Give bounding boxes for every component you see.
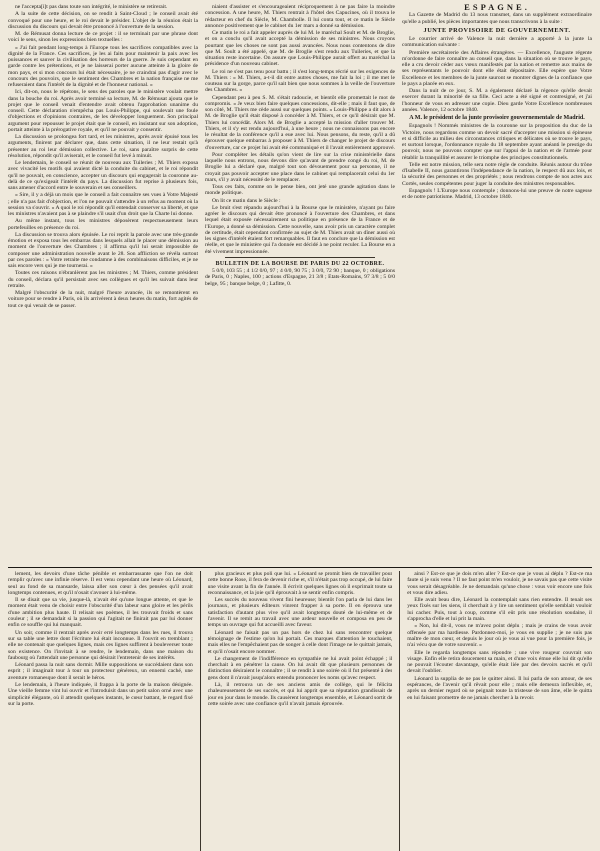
column-espagne [402, 4, 592, 564]
feuilleton-column-2 [208, 571, 393, 851]
divider [225, 257, 375, 258]
junte-heading: JUNTE PROVISOIRE DE GOUVERNEMENT. [423, 26, 571, 34]
paragraph: lement, les devoirs d'une tâche pénible et embarrassante que l'on ne doit remplir qu'avec une infinie réserve. Il est venu cependant une heure où Léonard, seul au fond de sa mansarde, laissa aller son cœur à des pensées qu'il avait longtemps contenues, et qu'il n'osait s'avouer à lui-même. [8, 571, 193, 596]
paragraph: Le roi ne s'est pas tenu pour battu ; il s'est long-temps récrié sur les exigences de M. Thiers : « M. Thiers, a-t-il dit entre autres choses, me fait la loi ; il me met le couteau sur la gorge, parce qu'il sait bien que nous sommes à la veille de l'ouverture des Chambres. » [205, 68, 395, 94]
paragraph: Le lendemain, à l'heure indiquée, il frappa à la porte de la maison désignée. Une vieille femme vint lui ouvrir et l'introduisit dans un petit salon orné avec une simplicité élégante, où il attendit quelques instants, le cœur battant, le regard fixé sur la porte. [8, 682, 193, 707]
paragraph: Le lendemain, le conseil se réunit de nouveau aux Tuileries ; M. Thiers exposa avec vivacité les motifs qui avaient dicté la conduite du cabinet, et le roi répondit qu'il ne pouvait, en conscience, accepter un discours qui engagerait la couronne au-delà de ce qu'exigeait l'intérêt du pays. La discussion fut reprise à plusieurs fois, sans amener d'accord entre le souverain et ses conseillers. [8, 160, 198, 191]
feuilleton-divider [8, 567, 592, 568]
news-section [8, 4, 592, 564]
paragraph: Léonard ne faisait pas un pas hors de chez lui sans rencontrer quelque témoignage de l'estime qu'on lui portait. Ces marques d'attention le touchaient, mais elles ne l'empêchaient pas de songer à celle dont l'image ne le quittait jamais, et qu'il n'osait encore nommer. [207, 629, 393, 655]
paragraph: Malgré l'obscurité de la nuit, malgré l'heure avancée, ils se remontèrent en voiture pour se rendre à Paris, où ils arrivèrent à deux heures du matin, fort agités de tout ce qui venait de se passer. [8, 290, 198, 309]
paragraph: Ce matin le roi a fait appeler auprès de lui M. le maréchal Soult et M. de Broglie, et on a conclu qu'il avait accepté la démission de ses ministres. Nous croyons pourtant que les choses ne sont pas aussi avancées. Nous nous contentons de dire que M. Soult a été appelé, que M. de Broglie s'est rendu aux Tuileries, et que la situation reste incertaine. On assure que Louis-Philippe aurait offert au maréchal la présidence d'un nouveau cabinet. [205, 30, 395, 68]
column-politics-2 [205, 4, 395, 564]
paragraph: Léonard la supplia de ne pas le quitter ainsi. Il lui parla de son amour, de ses espérances, de l'avenir qu'il rêvait pour elle ; mais elle demeura inflexible, et, après un dernier regard où se peignait toute la tristesse de son âme, elle le quitta en lui faisant promettre de ne jamais chercher à la revoir. [407, 675, 592, 701]
feuilleton-column-1 [8, 571, 193, 851]
section-title: ESPAGNE. [464, 4, 530, 12]
paragraph: Cependant peu à peu S. M. s'était radoucie, et bientôt elle promettait le mot de compromis. « Je veux bien faire quelques concessions, dit-elle ; mais il faut que, de son côté, M. Thiers me cède aussi sur quelques points. » Louis-Philippe a dit alors à M. de Broglie qu'il était disposé à concéder à M. Thiers, et ce qu'il désirait que M. Thiers lui concédât. Alors M. de Broglie a accepté la mission d'aller trouver M. Thiers, et il s'y est rendu aujourd'hui, à une heure ; nous ne connaissons pas encore le résultat de la conférence qu'il a eue avec lui. Nous pensons, du reste, qu'il a dû éprouver quelque embarras à proposer à M. Thiers de changer le projet de discours d'ouverture, car ce projet lui avait été communiqué et il l'avait entièrement approuvé. [205, 94, 395, 151]
paragraph: Le courrier arrivé de Valence la nuit dernière a apporté à la junte la communication suivante : [402, 36, 592, 49]
paragraph: On lit ce matin dans le Siècle : [212, 197, 281, 204]
paragraph: ainsi ? Est-ce que je dois m'en aller ? Est-ce que je vous ai déplu ? Est-ce ma faute si je suis venu ? Il ne faut point m'en vouloir, je ne savais pas que cette visite vous serait désagréable. Je ne demandais qu'une chose : vous voir encore une fois et vous dire adieu. [407, 571, 592, 596]
paragraph: Léonard passa la nuit sans dormir. Mille suppositions se succédaient dans son esprit ; il imaginait tour à tour un protecteur généreux, un ennemi caché, une aventure romanesque dont il serait le héros. [8, 662, 193, 681]
paragraph: M. de Rémusat donna lecture de ce projet : il se terminait par une phrase dont voici le sens, sinon les expressions bien textuelles : [8, 31, 198, 44]
paragraph: Un soir, comme il rentrait après avoir erré longtemps dans les rues, il trouva sur sa table une lettre dont l'écriture lui était inconnue. Il l'ouvrit en tremblant ; elle ne contenait que quelques lignes, mais ces lignes suffirent à bouleverser toute son existence. On l'invitait à se rendre, le lendemain, dans une maison du faubourg où l'attendait une personne qui désirait l'entretenir de ses intérêts. [8, 629, 193, 661]
column-politics-1 [8, 4, 198, 564]
paragraph: Première secrétairerie des Affaires étrangères. — Excellence, l'auguste régente m'ordonne de faire connaître au conseil que, dans la situation où se trouve le pays, elle a cru devoir céder aux vœux manifestés par la nation et remettre aux mains de ses représentants le pouvoir dont elle était dépositaire. Elle espère que Votre Excellence et les membres de la junte sauront se montrer dignes de la confiance que le pays a placée en eux. [402, 49, 592, 87]
paragraph: Toutes ces raisons n'ébranlèrent pas les ministres ; M. Thiers, comme président du conseil, déclara qu'il persistait avec ses collègues et qu'il les suivait dans leur retraite. [8, 270, 198, 289]
paragraph: Au même instant, tous les ministres déposèrent respectueusement leurs portefeuilles en présence du roi. [8, 218, 198, 231]
feuilleton-section [8, 571, 592, 851]
paragraph: Le changement de l'indifférence en sympathie ne lui avait point échappé ; il cherchait à en pénétrer la cause. On lui avait dit que plusieurs personnes de distinction désiraient le connaître ; il se rendit à une soirée où il fut présenté à des gens dont il n'avait jusqu'alors entendu prononcer les noms qu'avec respect. [207, 655, 393, 681]
column-rule [200, 571, 201, 851]
paragraph: Pour compléter les détails qu'on vient de lire sur la crise ministérielle dans laquelle nous entrons, nous devons dire qu'avant de prendre congé du roi, M. de Broglie lui a déclaré que, malgré tout son dévouement pour sa personne, il ne croyait pas pouvoir accepter une place dans le cabinet qui remplacerait celui du 1er mars, s'il y avait nécessité de le remplacer. [205, 151, 395, 183]
bourse-bulletin-text: 5 0/0, 103 55 ; 4 1/2 0/0, 97 ; 4 0/0, 90 75 ; 3 0/0, 72 90 ; banque, 0 ; obligations de Paris, 0 ; Naples, 100 ; actions d'Espagne, 21 3/8 ; Etats-Romains, 97 3/8 ; 5 0/0 belge, 95 ; banque belge, 0 ; Lafitte, 0. [205, 268, 395, 287]
paragraph: Elle le regarda longtemps sans répondre ; une vive rougeur couvrait son visage. Enfin elle retira doucement sa main, et d'une voix émue elle lui dit qu'elle ne pouvait l'écouter davantage, qu'elle était liée par des devoirs sacrés et qu'il devait l'oublier. [407, 649, 592, 675]
feuilleton-column-3 [407, 571, 592, 851]
paragraph: Le bruit s'est répandu aujourd'hui à la Bourse que le ministère, n'ayant pu faire agréer le discours qui devait être prononcé à l'ouverture des Chambres, et dans lequel était exposée nécessairement sa politique en présence de la France et de l'Europe, a donné sa démission. Cette nouvelle, sans avoir pris un caractère complet de certitude, était cependant confirmée au sujet de M. Thiers avait un dîner aussi où les signes d'intérêt étaient fort remarquables. Il faut en conclure que la démission est réelle, et que le ministère qui l'a donnée est décidé à ne point reculer. La Bourse en a été vivement impressionnée. [205, 204, 395, 255]
paragraph: Tous ces faits, comme on le pense bien, ont jeté une grande agitation dans le monde politique. [205, 184, 395, 197]
paragraph: « Sire, il y a déjà un mois que le conseil a fait connaître ses vues à Votre Majesté ; elle n'a pas fait d'objection, et l'on ne pouvait s'attendre à un refus au moment où la session va s'ouvrir. » A quoi le roi répondit qu'il entendait conserver sa liberté, et que les ministres n'avaient pas à se plaindre s'il usait d'un droit que la Charte lui donne. [8, 192, 198, 217]
paragraph: niaient d'assister et s'encourageaient réciproquement à ne pas faire la moindre concession. A une heure, M. Thiers rentrait à l'hôtel des Capucines, où il trouva le rédacteur en chef du Siècle, M. Chambolle. Il lui conta tout, et ce matin le Siècle annonce positivement que le cabinet du 1er mars a donné sa démission. [205, 4, 395, 29]
paragraph: Espagnols ! Nommés ministres de la couronne sur la proposition du duc de la Victoire, nous regardons comme un devoir sacré d'accepter une mission si épineuse et si difficile au milieu des circonstances critiques et délicates où se trouve le pays, et surtout lorsque, l'ordonnance royale du 18 septembre ayant anéanti le prestige du pouvoir, nous ne pouvons compter que sur l'appui de la nation et de l'armée pour rétablir la tranquillité et assurer le triomphe des principes constitutionnels. [402, 123, 592, 161]
column-rule [399, 571, 400, 851]
paragraph: « J'ai fait pendant long-temps à l'Europe tous les sacrifices compatibles avec la dignité de la France. Ces sacrifices, je les ai faits pour maintenir la paix avec les puissances et sauver la civilisation des horreurs de la guerre. Je suis cependant en garde contre les prétentions, et je ne laisserai porter aucune atteinte à la gloire de mon pays, et si mon concours lui était nécessaire, je ne craindrai pas d'agir avec le concours des pouvoirs, que le sentiment des Chambres et la nation française ne me refuseraient dans l'intérêt de la dignité et de l'honneur national. » [8, 44, 198, 88]
paragraph: Ici, dit-on, nous le répétons, le sens des paroles que le ministère voulait mettre dans la bouche du roi. Après avoir terminé sa lecture, M. de Rémusat ajouta que le projet que le conseil venait d'entendre avait obtenu l'approbation unanime du conseil. Cette déclaration n'empêcha pas Louis-Philippe, qui soulevait une foule d'objections et d'opinions contraires, de les développer longuement. Son principal argument pour repousser le projet était que le conseil, en insistant sur son adoption, portait atteinte à la prérogative royale, et qu'il ne pouvait y consentir. [8, 89, 198, 133]
paragraph: Les succès du nouveau vivent fini heureuse; bientôt l'on parla de lui dans les journaux, et plusieurs éditeurs vinrent frapper à sa porte. Il en éprouva une satisfaction d'autant plus vive qu'il avait longtemps douté de lui-même et de l'avenir. Il se remit au travail avec une ardeur nouvelle et composa en peu de temps un ouvrage qui fut accueilli avec faveur. [207, 597, 393, 629]
paragraph: Espagnols ! L'Europe nous contemple ; donnons-lui une preuve de notre sagesse et de notre patriotisme. Madrid, 13 octobre 1840. [402, 187, 592, 200]
paragraph: Telle est notre mission, telle sera notre règle de conduite. Réunis autour du trône d'Isabelle II, nous garantirons l'indépendance de la nation, le respect dû aux lois, et la sécurité des personnes et des propriétés ; nous rendrons compte de nos actes aux Cortès, seules compétentes pour juger la conduite des ministres responsables. [402, 161, 592, 187]
address-heading: A M. le président de la junte provisoire gouvernementale de Madrid. [409, 115, 585, 121]
paragraph: La discussion se prolongea fort tard, et les ministres, après avoir épuisé tous les arguments, finirent par déclarer que, dans cette situation, il ne leur restait qu'à présenter au roi leur démission collective. Le roi, sans paraître surpris de cette résolution, répondit qu'il aviserait, et le conseil fut levé à minuit. [8, 134, 198, 159]
bourse-bulletin-title: BULLETIN DE LA BOURSE DE PARIS DU 22 OCTOBRE. [215, 260, 385, 267]
paragraph: Elle avait beau dire, Léonard la contemplait sans rien entendre. Il tenait ses yeux fixés sur les siens, il cherchait à y lire un sentiment qu'elle semblait vouloir lui cacher. Puis, tout à coup, comme s'il eût pris une résolution soudaine, il s'approcha d'elle et lui prit la main. [407, 597, 592, 623]
paragraph: plus gracieux et plus poli que lui. » Léonard se promit bien de travailler pour cette bonne Rose, il fera de devenir riche et, s'il n'était pas trop occupé, de lui faire une visite avant la fin de l'année. Il écrivit quelques lignes où il exprimait toute sa reconnaissance, et la joie qu'il éprouvait à se sentir enfin compris. [207, 571, 393, 596]
paragraph: Dans la nuit de ce jour, S. M. a également déclaré la régence qu'elle devait exercer durant la minorité de sa fille. Ceci acte a été signé et contresigné, et j'ai l'honneur de vous en adresser une copie. Dieu garde Votre Excellence nombreuses années. Valence, 12 octobre 1840. [402, 88, 592, 113]
paragraph: La discussion se trouva alors épuisée. Le roi reprit la parole avec une très-grande émotion et exposa tous les embarras dans lesquels allait le placer une démission au moment de l'ouverture des Chambres ; il affirma qu'il lui serait impossible de composer une administration nouvelle avant le 28. Son affliction se révéla surtout par ces paroles : « Votre retraite me condamne à des combinaisons difficiles, et je ne sais encore vers qui je me tournerai. » [8, 231, 198, 269]
paragraph: Là, il retrouva un de ses anciens amis de collège, qui le félicita chaleureusement de ses succès, et qui lui apprit que sa réputation grandissait de jour en jour dans le monde. Ils causèrent longtemps ensemble, et Léonard sortit de cette soirée avec une confiance qu'il n'avait jamais éprouvée. [207, 682, 393, 707]
paragraph: La Gazette de Madrid du 13 nous transmet, dans un supplément extraordinaire qu'elle a publié, les pièces importantes que nous transcrivons à la suite : [402, 12, 592, 25]
paragraph: A la suite de cette décision, on se rendit à Saint-Cloud ; le conseil avait été convoqué pour une heure, et le roi devait le présider. L'objet de la réunion était la discussion du discours qui devait être prononcé à l'ouverture de la session. [8, 11, 198, 30]
paragraph: Il se disait que sa vie, jusque-là, n'avait été qu'une longue attente, et que le moment était venu de choisir entre l'obscurité d'un labeur sans gloire et les périls d'une ambition plus haute. Il relisait ses poèmes, il les trouvait froids et sans couleur ; il se demandait si la passion qui l'agitait ne finirait pas par lui donner enfin ce souffle qui lui manquait. [8, 597, 193, 629]
paragraph: « Non, lui dit-il, vous ne m'avez point déplu ; mais je crains de vous avoir offensée par ma hardiesse. Pardonnez-moi, je vous en supplie ; je ne suis pas maître de mon cœur, et depuis le jour où je vous ai vue pour la première fois, je n'ai vécu que de votre souvenir. » [407, 623, 592, 649]
paragraph: ne l'accepta[i]t pas dans toute son intégrité, le ministère se retirerait. [15, 4, 168, 10]
